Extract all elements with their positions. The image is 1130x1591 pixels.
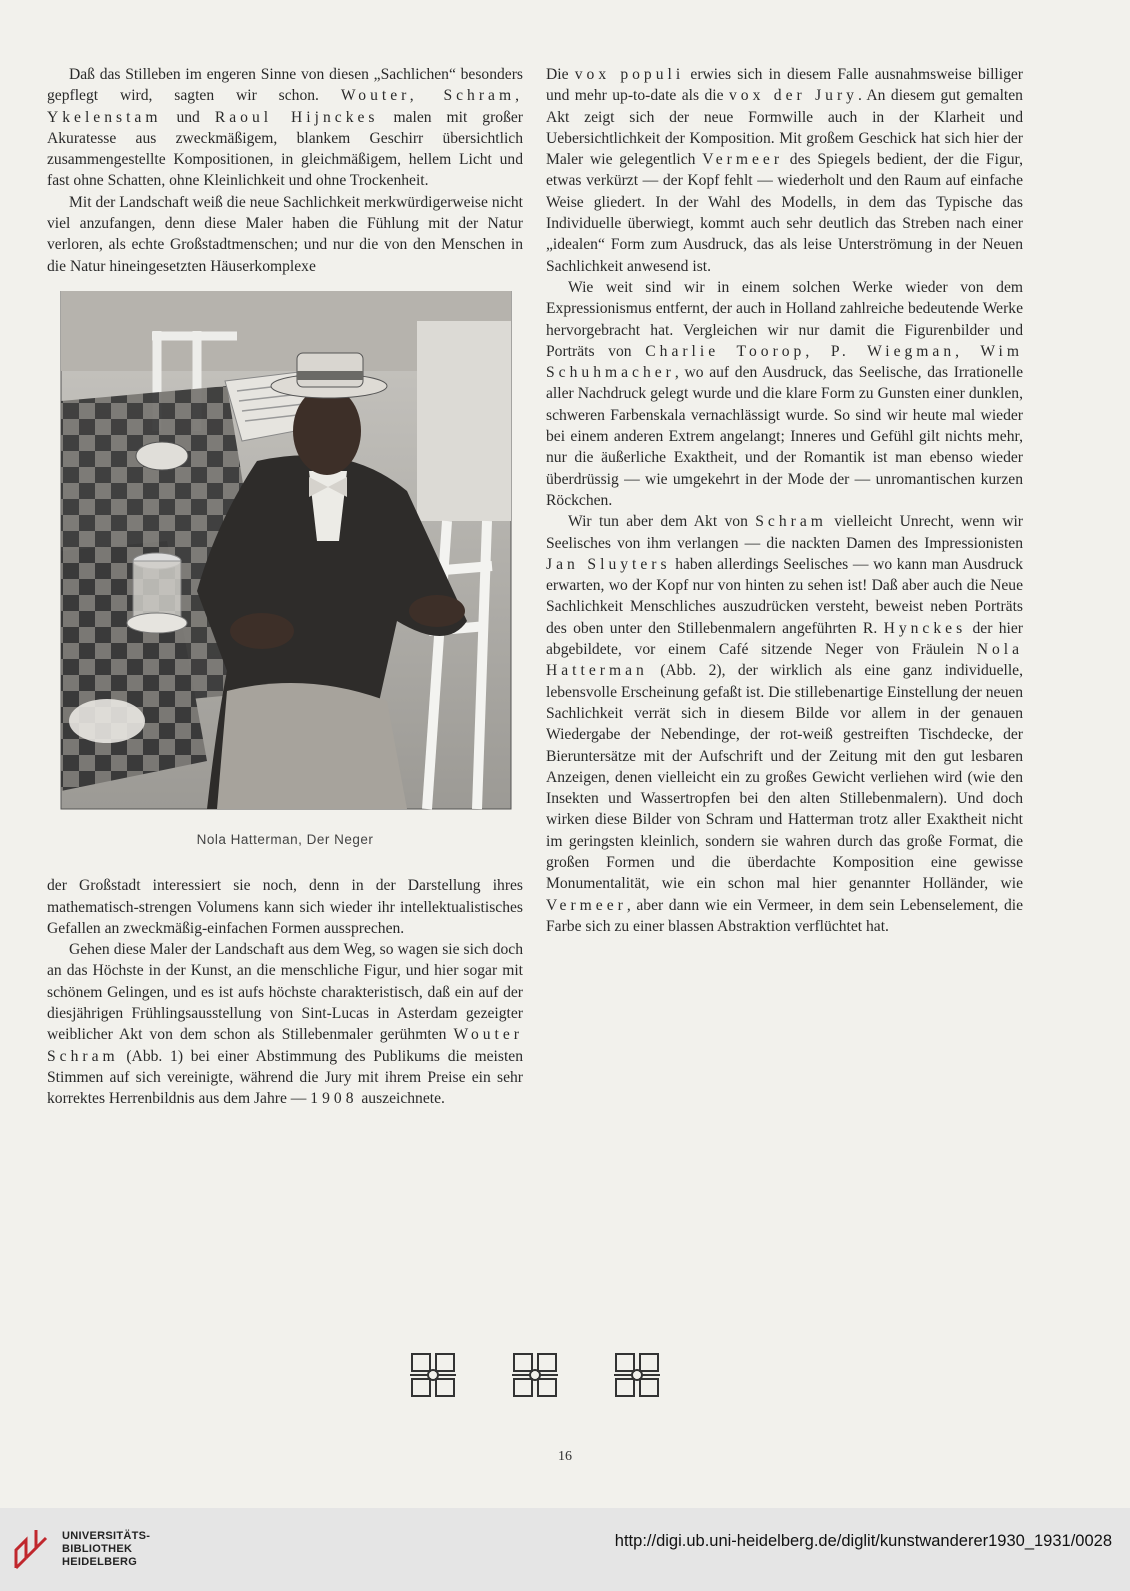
library-name: UNIVERSITÄTS- BIBLIOTHEK HEIDELBERG [62,1530,151,1568]
spaced-name: Charlie Toorop, P. Wiegman, Wim Schuhmacher [546,342,1023,382]
spaced-name: Hynckes [883,619,967,637]
footer-bar [0,1508,1130,1591]
ornament-icon [410,1352,456,1398]
spaced-name: Wouter Schram [47,1026,523,1065]
text-run: (Abb. 1) bei einer Abstimmung des Publikums die meisten Stimmen auf sich vereinigte, während die Jury mit ihrem Preise ein sehr korrektes Herrenbildnis aus dem Jahre — [47,1047,523,1108]
left-paragraph-2: Mit der Landschaft weiß die neue Sachlichkeit merkwürdigerweise nicht viel anzufangen, denn diese Maler haben die Fühlung mit der Natur verloren, als echte Großstadtmenschen; und nur die von den Menschen in die Natur hineingesetzten Häuserkomplexe [47,193,523,275]
text-run: des Spiegels bedient, der die Figur, etwas verkürzt — der Kopf fehlt — wiederholt und den Raum auf einfache Weise gliedert. In der Wahl des Modells, in dem das Typische das Individuelle überwiegt, kommt auch sehr deutlich das Streben nach einer „idealen“ Form zum Ausdruck, das als leise Unterströmung in der Neuen Sachlichkeit anwesend ist. [546,151,1023,275]
spaced-name: Nola Hatterman [546,641,1023,680]
left-column [47,64,523,1110]
text-run: erwies sich in diesem Falle ausnahmsweise billiger und mehr up-to-date als die [546,66,1023,105]
page-number: 16 [558,1449,572,1464]
text-run: , aber dann wie ein Vermeer, in dem sein Lebenselement, die Farbe sich zu einer blassen Abstraktion verflüchtet hat. [546,896,1023,935]
text-run: malen mit großer Akuratesse aus zweckmäßigem, blankem Geschirr übersichtlich zusammengestellte Kompositionen, in gleichmäßigem, hellem Licht und fast ohne Schatten, ohne Kleinlichkeit und ohne Trockenheit. [47,108,523,190]
text-run: Gehen diese Maler der Landschaft aus dem Weg, so wagen sie sich doch an das Höchste in der Kunst, an die menschliche Figur, und hier sogar mit schönem Gelingen, und es ist aufs höchste charakteristisch, daß ein auf der diesjährigen Frühlingsausstellung von Sint-Lucas in Asterdam gezeigter weiblicher Akt von dem schon als Stillebenmaler gerühmten [47,941,523,1044]
left-paragraph-1 [47,64,523,192]
text-run: . An diesem gut gemalten Akt zeigt sich der neue Formwille auch in der Klarheit und Uebersichtlichkeit der Komposition. Mit großem Geschick hat sich hier der Maler wie gelegentlich [546,87,1023,169]
spaced-name: Schram [755,513,827,531]
text-run: haben allerdings Seelisches — wo kann man Ausdruck erwarten, wo der Kopf nur von hinten zu sehen ist! Daß aber auch die Neue Sachlichkeit Menschliches auszudrücken versteht, beweist neben Porträts des oben unter den Stillebenmalern angeführten R. [546,555,1023,637]
spaced-name: Raoul Hijnckes [214,108,379,126]
ornament-icon [614,1352,660,1398]
painting-image [47,291,523,817]
left-paragraph-4 [47,939,523,1109]
right-column [546,64,1023,937]
text-run: der hier abgebildete, vor einem Café sitzende Neger von Fräulein [546,619,1023,659]
right-paragraph-3 [546,511,1023,937]
spaced-name: vox populi [574,66,685,83]
figure-painting [47,291,523,850]
spaced-name: vox der Jury [728,87,858,105]
left-paragraph-3: der Großstadt interessiert sie noch, denn in der Darstellung ihres mathematisch-strengen Volumens kann sich wieder ihr intellektualistisches Gefallen an zweckmäßig-einfachen Formen aussprechen. [47,877,523,937]
ornament-icon [512,1352,558,1398]
text-run: Wie weit sind wir in einem solchen Werke wieder von dem Expressionismus entfernt, der auch in Holland zahlreiche bedeutende Werke hervorgebracht hat. Vergleichen wir nur damit die Figurenbilder und Porträts von [546,278,1023,360]
right-paragraph-2 [546,277,1023,511]
spaced-name: Vermeer [546,896,627,914]
text-run: und [161,108,215,126]
spaced-name: 1908 [310,1090,358,1108]
text-run: (Abb. 2), der wirklich als eine ganz individuelle, lebensvolle Erscheinung gefaßt ist. Die stillebenartige Einstellung der neuen Sachlichkeit verrät sich in diesem Bilde vor allem in der genauen Wiedergabe der Nebendinge, der rot-weiß gestreiften Tischdecke, der Bieruntersätze mit der Aufschrift und der Zeitung mit den gut lesbaren Anzeigen, denen vielleicht ein zu großes Gewicht verliehen wird (wie den Insekten und Wassertropfen bei den alten Stillebenmalern). Und doch wirken diese Bilder von Schram und Hatterman trotz aller Exaktheit nicht im geringsten kleinlich, sondern sie wahren durch das große Format, die großen Formen und die überdachte Komposition eine gewisse Monumentalität, wie ein schon mal hier genannter Holländer, wie [546,662,1023,893]
text-run: vielleicht Unrecht, wenn wir Seelisches von ihm verlangen — die nackten Damen des Impressionisten [546,513,1023,552]
text-run: Die [546,66,575,83]
right-paragraph-1 [546,64,1023,277]
text-run: Wir tun aber dem Akt von [568,513,756,531]
text-run: Daß das Stilleben im engeren Sinne von diesen „Sachlichen“ besonders gepflegt wird, sagten wir schon. [47,66,523,105]
text-run: auszeichnete. [357,1090,445,1108]
spaced-name: Vermeer [702,151,784,169]
spaced-name: Jan Sluyters [546,555,671,573]
figure-caption: Nola Hatterman, Der Neger [196,831,374,847]
library-logo-icon [12,1524,52,1572]
decorative-ornaments [410,1352,660,1398]
text-run: , wo auf den Ausdruck, das Seelische, das Irrationelle aller Nachdruck gelegt wurde und die klare Form zu Gunsten einer dunklen, schweren Farbenskala vernachlässigt wurde. So sind wir heute mal wieder bei einem anderen Extrem angelangt; Inneres und Gefühl gilt nichts mehr, nur die äußerliche Exaktheit, und der Romantik ist man ebenso wieder überdrüssig — wie umgekehrt in der Mode der — unromantischen kurzen Röckchen. [546,364,1023,509]
spaced-name: Wouter, Schram, Ykelenstam [47,87,523,126]
source-url-link[interactable]: http://digi.ub.uni-heidelberg.de/diglit/kunstwanderer1930_1931/0028 [614,1532,1112,1550]
